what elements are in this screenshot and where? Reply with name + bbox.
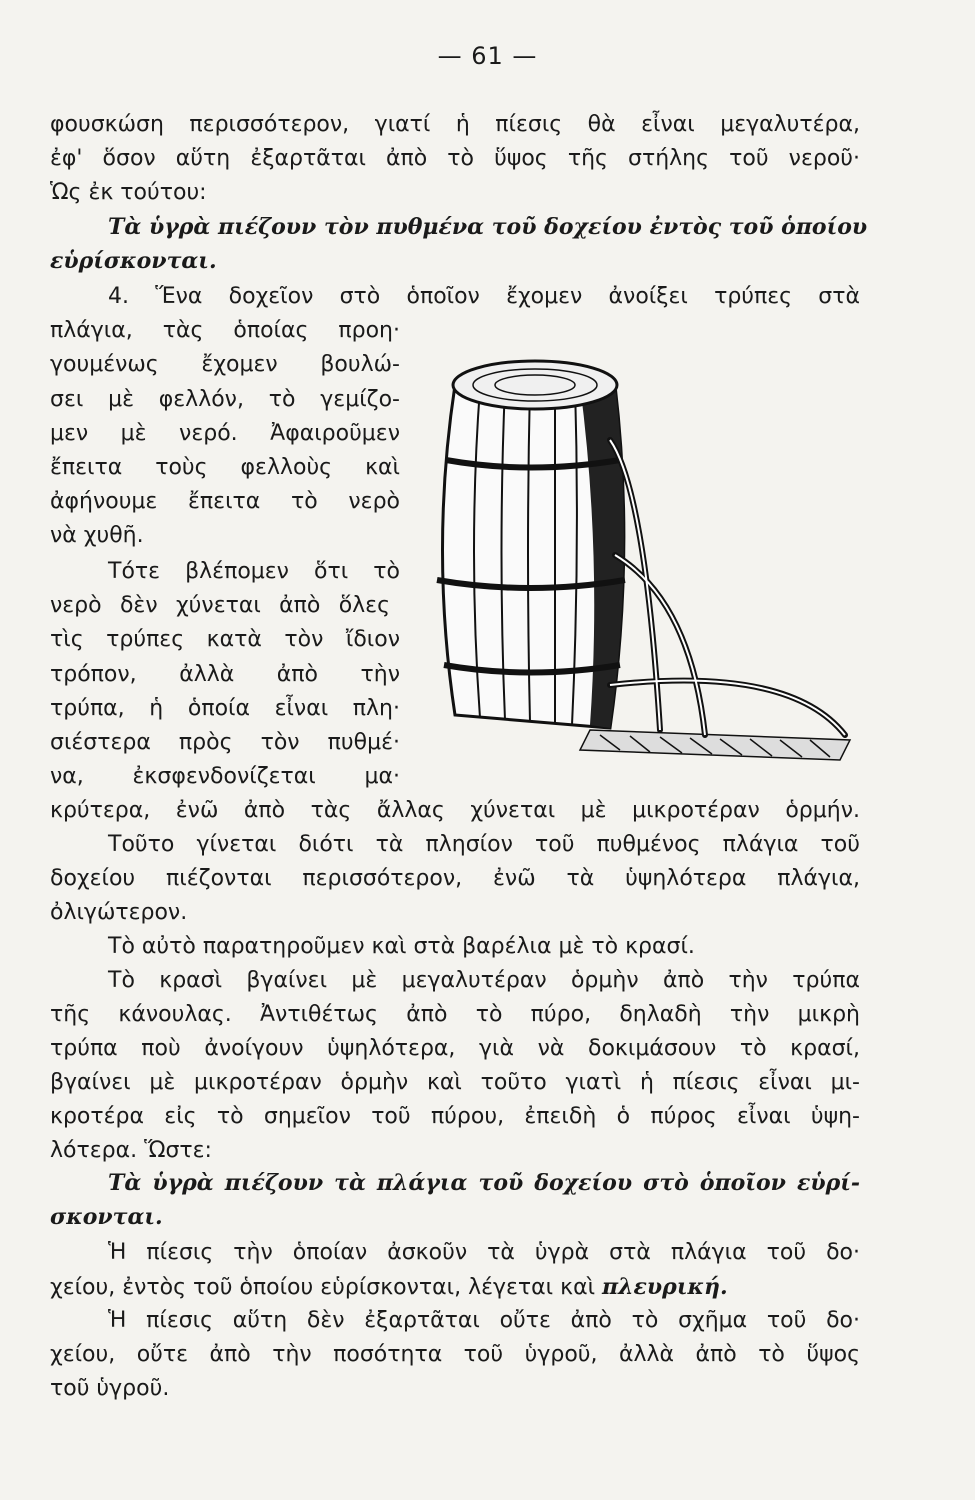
text-line: τὶς τρύπες κατὰ τὸν ἴδιον: [50, 627, 400, 652]
text-line: ἐφ' ὅσον αὕτη ἐξαρτᾶται ἀπὸ τὸ ὕψος τῆς στήλης τοῦ νεροῦ·: [50, 146, 860, 171]
text-line: βγαίνει μὲ μικροτέραν ὁρμὴν καὶ τοῦτο γιατὶ ἡ πίεσις εἶναι μι-: [50, 1070, 860, 1095]
barrel-illustration: [420, 340, 860, 770]
emphasized-term: πλευρική.: [602, 1274, 728, 1300]
rule-statement: Τὰ ὑγρὰ πιέζουν τὰ πλάγια τοῦ δοχείου στὸ ὁποῖον εὑρί-: [108, 1170, 860, 1196]
text-line: [50, 1272, 860, 1303]
text-line: φουσκώση περισσότερον, γιατί ἡ πίεσις θὰ εἶναι μεγαλυτέρα,: [50, 112, 860, 137]
text-line: Τὸ κρασὶ βγαίνει μὲ μεγαλυτέραν ὁρμὴν ἀπὸ τὴν τρύπα: [108, 968, 860, 993]
text-line: κροτέρα εἰς τὸ σημεῖον τοῦ πύρου, ἐπειδὴ ὁ πύρος εἶναι ὑψη-: [50, 1104, 860, 1129]
rule-statement: εὑρίσκονται.: [50, 248, 217, 274]
text-line: νὰ χυθῆ.: [50, 523, 144, 548]
text-line: Τοῦτο γίνεται διότι τὰ πλησίον τοῦ πυθμένος πλάγια τοῦ: [108, 832, 860, 857]
text-line: σιέστερα πρὸς τὸν πυθμέ·: [50, 730, 400, 755]
text-line: μεν μὲ νερό. Ἀφαιροῦμεν: [50, 421, 400, 446]
text-line: ἔπειτα τοὺς φελλοὺς καὶ: [50, 455, 400, 480]
text-line: 4. Ἕνα δοχεῖον στὸ ὁποῖον ἔχομεν ἀνοίξει τρύπες στὰ: [108, 284, 860, 309]
text-line: Ἡ πίεσις τὴν ὁποίαν ἀσκοῦν τὰ ὑγρὰ στὰ πλάγια τοῦ δο·: [108, 1240, 860, 1265]
text-span: χείου, ἐντὸς τοῦ ὁποίου εὑρίσκονται, λέγεται καὶ: [50, 1275, 603, 1300]
text-line: λότερα. Ὥστε:: [50, 1138, 212, 1163]
text-line: Ὡς ἐκ τούτου:: [50, 180, 207, 205]
page-number: — 61 —: [437, 42, 538, 70]
text-line: τρόπον, ἀλλὰ ἀπὸ τὴν: [50, 662, 400, 687]
text-line: νερὸ δὲν χύνεται ἀπὸ ὅλες: [50, 593, 390, 618]
text-line: τρύπα, ἡ ὁποία εἶναι πλη·: [50, 696, 400, 721]
text-line: ὀλιγώτερον.: [50, 900, 188, 925]
text-line: δοχείου πιέζονται περισσότερον, ἐνῶ τὰ ὑψηλότερα πλάγια,: [50, 866, 860, 891]
rule-statement: Τὰ ὑγρὰ πιέζουν τὸν πυθμένα τοῦ δοχείου ἐντὸς τοῦ ὁποίου: [108, 214, 868, 240]
text-line: τῆς κάνουλας. Ἀντιθέτως ἀπὸ τὸ πύρο, δηλαδὴ τὴν μικρὴ: [50, 1002, 860, 1027]
rule-statement: σκονται.: [50, 1204, 163, 1230]
text-line: να, ἐκσφενδονίζεται μα·: [50, 764, 400, 789]
text-line: γουμένως ἔχομεν βουλώ-: [50, 352, 400, 377]
text-line: Τότε βλέπομεν ὅτι τὸ: [108, 559, 400, 584]
text-line: ἀφήνουμε ἔπειτα τὸ νερὸ: [50, 489, 400, 514]
text-line: κρύτερα, ἐνῶ ἀπὸ τὰς ἄλλας χύνεται μὲ μικροτέραν ὁρμήν.: [50, 798, 860, 823]
text-line: Τὸ αὐτὸ παρατηροῦμεν καὶ στὰ βαρέλια μὲ τὸ κρασί.: [108, 934, 695, 959]
barrel-body: [437, 361, 625, 728]
text-line: τρύπα ποὺ ἀνοίγουν ὑψηλότερα, γιὰ νὰ δοκιμάσουν τὸ κρασί,: [50, 1036, 860, 1061]
text-line: χείου, οὔτε ἀπὸ τὴν ποσότητα τοῦ ὑγροῦ, ἀλλὰ ἀπὸ τὸ ὕψος: [50, 1342, 860, 1367]
water-streams: [610, 440, 845, 735]
text-line: τοῦ ὑγροῦ.: [50, 1376, 170, 1401]
ground-hatching: [580, 730, 850, 760]
text-line: Ἡ πίεσις αὕτη δὲν ἐξαρτᾶται οὔτε ἀπὸ τὸ σχῆμα τοῦ δο·: [108, 1308, 860, 1333]
text-line: πλάγια, τὰς ὁποίας προη·: [50, 318, 400, 343]
text-line: σει μὲ φελλόν, τὸ γεμίζο-: [50, 387, 400, 412]
